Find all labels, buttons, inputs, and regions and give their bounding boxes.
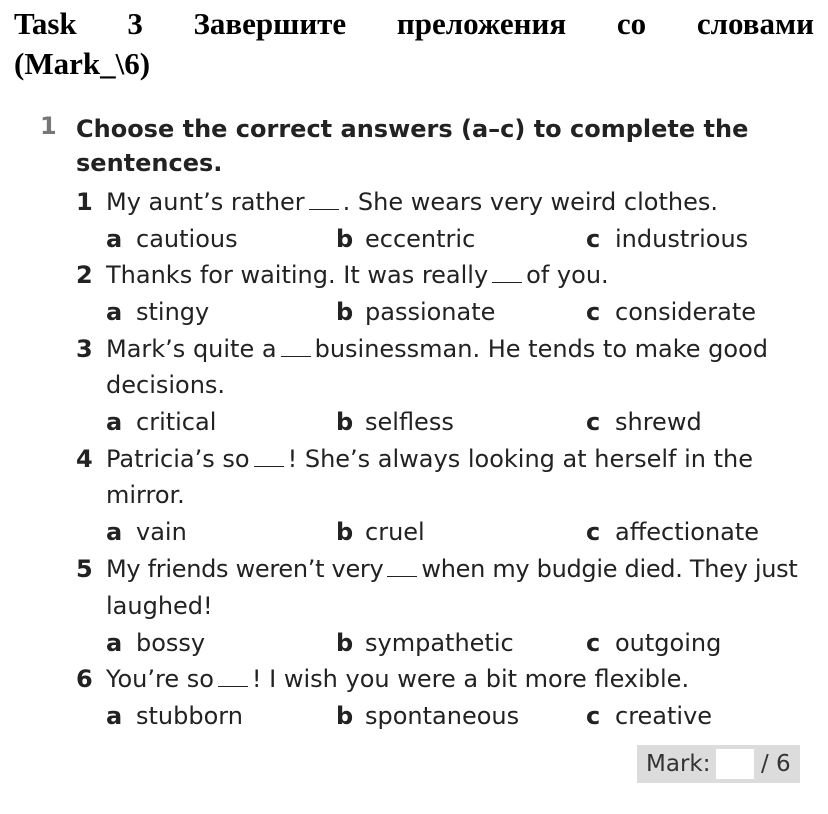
option-letter: c xyxy=(586,225,601,253)
option-letter: b xyxy=(336,408,354,436)
option-text: bossy xyxy=(136,629,206,657)
option-letter: c xyxy=(586,629,601,657)
answer-blank xyxy=(492,264,522,283)
option-text: cruel xyxy=(365,518,425,546)
answer-blank xyxy=(218,668,248,687)
answer-blank xyxy=(387,558,417,577)
title-word: преложения xyxy=(396,6,567,41)
title-word: Завершите xyxy=(193,6,347,41)
question-text xyxy=(106,188,718,216)
title-word: Task xyxy=(14,6,77,41)
option-letter: b xyxy=(336,702,354,730)
text-after-blank: . She wears very weird clothes. xyxy=(342,188,718,216)
text-before-blank: My friends weren’t very xyxy=(106,555,384,583)
option-letter: b xyxy=(336,225,354,253)
option-letter: b xyxy=(336,298,354,326)
text-after-blank: businessman. He tends to make good xyxy=(314,335,769,363)
option-text: spontaneous xyxy=(365,702,520,730)
question-number: 5 xyxy=(76,555,93,583)
option-text: stubborn xyxy=(136,702,243,730)
question-text xyxy=(106,335,768,363)
option-text: cautious xyxy=(136,225,238,253)
option-letter: c xyxy=(586,298,601,326)
option-text: creative xyxy=(615,702,713,730)
question-text-line2: mirror. xyxy=(106,481,185,509)
question-number: 1 xyxy=(76,188,93,216)
exercise-number: 1 xyxy=(40,112,57,140)
task-title-line2: (Mark_\6) xyxy=(14,46,151,81)
question-text xyxy=(106,555,797,583)
text-after-blank: of you. xyxy=(526,261,609,289)
option-text: affectionate xyxy=(615,518,760,546)
option-text: critical xyxy=(136,408,217,436)
text-before-blank: Mark’s quite a xyxy=(106,335,277,363)
option-text: sympathetic xyxy=(365,629,514,657)
text-before-blank: My aunt’s rather xyxy=(106,188,305,216)
answer-blank xyxy=(254,448,284,467)
answer-blank xyxy=(309,191,339,210)
option-letter: c xyxy=(586,518,601,546)
text-after-blank: ! She’s always looking at herself in the xyxy=(287,445,754,473)
mark-score-field[interactable] xyxy=(716,749,754,779)
option-text: vain xyxy=(136,518,187,546)
title-word: 3 xyxy=(127,6,143,41)
option-letter: c xyxy=(586,408,601,436)
mark-label: Mark: xyxy=(646,751,711,777)
option-letter: a xyxy=(106,518,123,546)
question-text xyxy=(106,261,609,289)
option-text: selfless xyxy=(365,408,454,436)
text-before-blank: Patricia’s so xyxy=(106,445,250,473)
question-text xyxy=(106,665,689,693)
option-text: eccentric xyxy=(365,225,476,253)
option-letter: b xyxy=(336,629,354,657)
option-letter: b xyxy=(336,518,354,546)
title-word: словами xyxy=(696,6,814,41)
option-text: outgoing xyxy=(615,629,722,657)
option-text: considerate xyxy=(615,298,757,326)
exercise-instruction: Choose the correct answers (a–c) to complete the sentences. xyxy=(76,115,749,177)
option-text: passionate xyxy=(365,298,496,326)
question-number: 3 xyxy=(76,335,93,363)
option-letter: a xyxy=(106,408,123,436)
question-number: 4 xyxy=(76,445,93,473)
mark-box xyxy=(637,745,800,783)
option-letter: c xyxy=(586,702,601,730)
question-text xyxy=(106,445,753,473)
option-letter: a xyxy=(106,298,123,326)
option-text: shrewd xyxy=(615,408,702,436)
title-word: со xyxy=(616,6,647,41)
option-letter: a xyxy=(106,702,123,730)
question-text-line2: laughed! xyxy=(106,592,213,620)
mark-total: / 6 xyxy=(761,751,791,777)
option-letter: a xyxy=(106,629,123,657)
option-text: industrious xyxy=(615,225,749,253)
question-number: 6 xyxy=(76,665,93,693)
text-after-blank: when my budgie died. They just xyxy=(421,555,798,583)
text-before-blank: You’re so xyxy=(106,665,214,693)
option-text: stingy xyxy=(136,298,210,326)
option-letter: a xyxy=(106,225,123,253)
answer-blank xyxy=(281,338,311,357)
text-after-blank: ! I wish you were a bit more flexible. xyxy=(251,665,690,693)
question-text-line2: decisions. xyxy=(106,371,226,399)
text-before-blank: Thanks for waiting. It was really xyxy=(106,261,489,289)
question-number: 2 xyxy=(76,261,93,289)
